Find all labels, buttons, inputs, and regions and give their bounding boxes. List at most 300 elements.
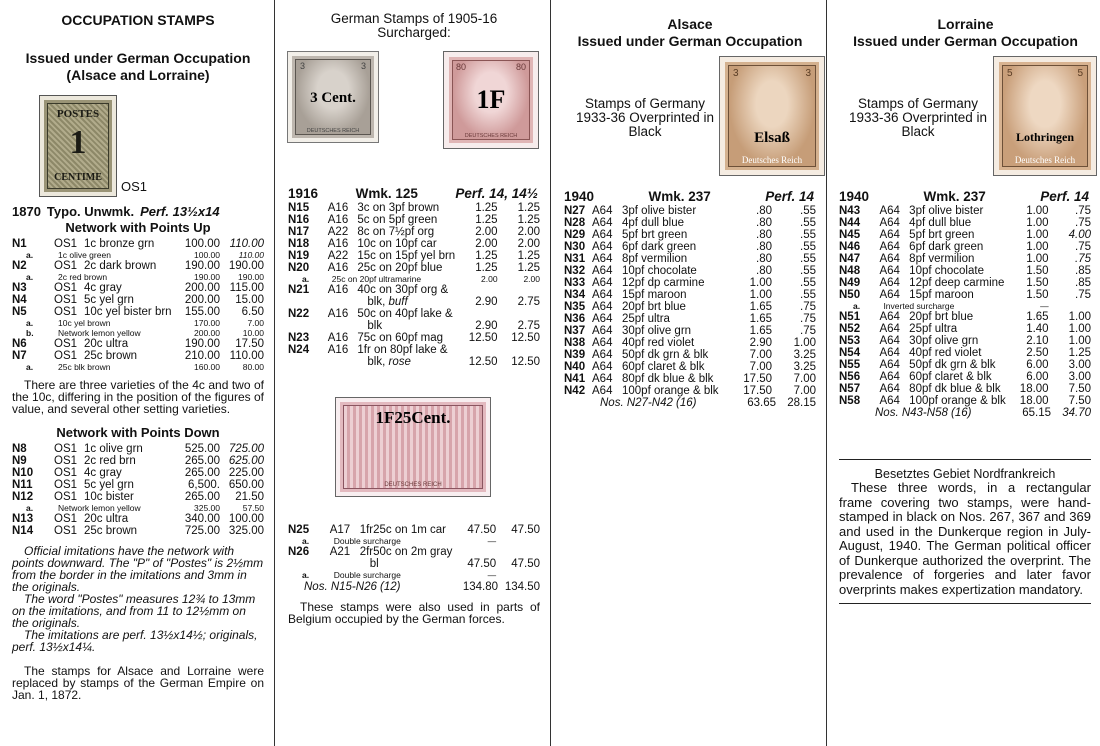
price-unused: 2.90 (749, 337, 772, 349)
overprint-desc: Stamps of Germany 1933-36 Overprinted in Black (575, 96, 715, 139)
table-row (288, 344, 540, 356)
stamp-desc (351, 296, 455, 308)
type-number: A64 (879, 311, 900, 323)
type-number: OS1 (54, 443, 78, 455)
table-row (839, 253, 1091, 265)
price-used: 57.50 (242, 503, 264, 513)
price-used: 2.75 (517, 320, 540, 332)
table-row-continued (288, 356, 540, 368)
stamp-desc: 40pf red violet (909, 347, 982, 359)
price-unused: 1.00 (1026, 241, 1049, 253)
spacer (328, 320, 352, 332)
price-unused: 265.00 (184, 467, 220, 479)
stamp-desc: 10c on 10pf car (357, 238, 437, 250)
table-row (12, 306, 264, 318)
section-subtitle: Issued under German Occupation (853, 33, 1078, 49)
price-unused: 1.00 (1026, 217, 1049, 229)
catalog-number: N20 (288, 262, 310, 274)
catalog-number: N35 (564, 301, 586, 313)
price-used: .75 (1075, 253, 1091, 265)
type-number: A64 (592, 241, 613, 253)
stamp-desc: 20c ultra (84, 513, 129, 525)
price-unused: 210.00 (184, 350, 220, 362)
price-unused: 6.00 (1026, 359, 1049, 371)
type-number: A64 (879, 253, 900, 265)
table-row-continued (288, 320, 540, 332)
table-row (12, 525, 264, 537)
price-unused (455, 284, 497, 296)
variety-row (288, 536, 540, 546)
table-row (839, 395, 1091, 407)
price-used: 21.50 (235, 491, 264, 503)
table-row (564, 337, 816, 349)
type-number: A64 (592, 253, 613, 265)
type-number: A64 (879, 323, 900, 335)
italic-note: The word "Postes" measures 12¾ to 13mm on the imitations, and from 11 to 12½mm on the originals. (12, 592, 256, 630)
stamp-desc: 50c on 40pf lake & (357, 308, 453, 320)
type-number: A64 (879, 205, 900, 217)
type-number: OS1 (54, 525, 78, 537)
table-row (12, 455, 264, 467)
price-unused: 1.65 (749, 325, 772, 337)
overprint-desc: Stamps of Germany 1933-36 Overprinted in Black (848, 96, 988, 139)
price-used: 3.00 (1068, 371, 1091, 383)
price-used: .75 (800, 325, 816, 337)
price-unused: 12.50 (468, 332, 498, 344)
catalog-number: N30 (564, 241, 586, 253)
catalog-number: N55 (839, 359, 861, 371)
spacer (288, 356, 328, 368)
stamp-text: DEUTSCHES REICH (464, 133, 518, 139)
price-used: 1.00 (1068, 311, 1091, 323)
price-unused: 525.00 (184, 443, 220, 455)
type-number: OS1 (54, 260, 78, 272)
catalog-number: N7 (12, 350, 27, 362)
subheading: Network with Points Down (56, 425, 220, 440)
type-number: A17 (329, 524, 351, 536)
table-row (288, 202, 540, 214)
stamp-desc: 25c brown (84, 525, 138, 537)
stamp-table (839, 205, 1091, 407)
type-number: A64 (592, 217, 613, 229)
table-row (12, 294, 264, 306)
catalog-number: N28 (564, 217, 586, 229)
price-used: 1.00 (1068, 335, 1091, 347)
stamp-desc: 40c on 30pf org & (357, 284, 449, 296)
catalog-number: N12 (12, 491, 34, 503)
stamp-image-lothringen (994, 57, 1096, 175)
table-row (12, 443, 264, 455)
stamp-desc: 5pf brt green (909, 229, 975, 241)
price-unused: 2.10 (1026, 335, 1049, 347)
section-subtitle: Issued under German Occupation (577, 33, 803, 49)
type-number: A64 (592, 313, 613, 325)
stamp-text: POSTES (56, 108, 100, 120)
table-row (564, 361, 816, 373)
type-number: OS1 (54, 306, 78, 318)
type-number: A64 (879, 335, 900, 347)
table-row (839, 311, 1091, 323)
issue-desc: Typo. Unwmk. (46, 204, 135, 219)
stamp-desc: 5c yel grn (84, 479, 134, 491)
table-row (12, 338, 264, 350)
price-used (498, 344, 540, 356)
variety-desc: Double surcharge (333, 536, 401, 546)
price-used: 12.50 (511, 332, 540, 344)
catalog-number: N3 (12, 282, 27, 294)
table-row (12, 260, 264, 272)
price-unused: 1.50 (1026, 265, 1049, 277)
price-unused: 1.00 (1026, 229, 1049, 241)
price-used: 80.00 (242, 362, 264, 372)
type-number: A64 (879, 217, 900, 229)
catalog-number: N53 (839, 335, 861, 347)
price-used: .55 (800, 229, 816, 241)
type-number: A64 (592, 373, 613, 385)
catalog-number: N27 (564, 205, 586, 217)
price-used: .55 (800, 265, 816, 277)
section-heading: Besetztes Gebiet Nordfrankreich (874, 467, 1056, 481)
issue-wmk: Wmk. 237 (648, 189, 711, 204)
stamp-table (288, 202, 540, 368)
catalog-number: N48 (839, 265, 861, 277)
catalog-number: N41 (564, 373, 586, 385)
stamp-desc: 8pf vermilion (909, 253, 975, 265)
variety-row (12, 318, 264, 328)
table-row (288, 238, 540, 250)
variety-row (12, 503, 264, 513)
variety-letter: a. (26, 362, 34, 372)
price-used: .75 (800, 313, 816, 325)
variety-row (12, 250, 264, 260)
stamp-desc: 1fr on 80pf lake & (357, 344, 448, 356)
price-unused: .80 (756, 229, 772, 241)
price-unused: 190.00 (194, 272, 220, 282)
type-number: OS1 (54, 294, 78, 306)
type-number: OS1 (54, 282, 78, 294)
type-number: OS1 (54, 455, 78, 467)
catalog-number: N22 (288, 308, 310, 320)
catalog-number: N46 (839, 241, 861, 253)
subheading: Network with Points Up (65, 220, 211, 235)
stamp-desc: 10pf chocolate (622, 265, 697, 277)
stamp-image-os1 (40, 96, 116, 196)
price-unused: 47.50 (467, 558, 497, 570)
type-number: A64 (592, 229, 613, 241)
variety-row (12, 328, 264, 338)
stamp-desc (354, 558, 453, 570)
issue-perf: Perf. 14 (1040, 189, 1089, 204)
price-unused: 1.50 (1026, 277, 1049, 289)
type-number: A64 (592, 385, 613, 397)
price-used: .85 (1075, 277, 1091, 289)
price-unused: 7.00 (749, 361, 772, 373)
stamp-desc: 2c red brn (84, 455, 136, 467)
type-number: A16 (327, 344, 349, 356)
stamp-desc: 6pf dark green (909, 241, 984, 253)
price-used: 2.75 (517, 296, 540, 308)
catalog-number: N49 (839, 277, 861, 289)
stamp-desc: 20c ultra (84, 338, 129, 350)
price-used: 225.00 (228, 467, 264, 479)
price-unused: 2.90 (475, 296, 498, 308)
issue-year: 1940 (839, 189, 870, 204)
stamp-desc (351, 356, 455, 368)
price-unused: 1.00 (749, 277, 772, 289)
table-row (288, 308, 540, 320)
stamp-value: 5 (1007, 68, 1013, 79)
table-row (12, 282, 264, 294)
stamp-desc: 4pf dull blue (622, 217, 685, 229)
price-unused: 170.00 (194, 318, 220, 328)
stamp-desc: 5pf brt green (622, 229, 688, 241)
price-unused: 340.00 (184, 513, 220, 525)
variety-letter: a. (26, 503, 34, 513)
total-price: 63.65 (747, 397, 776, 409)
type-number: A16 (327, 262, 349, 274)
catalog-number: N23 (288, 332, 310, 344)
variety-row (12, 362, 264, 372)
price-used: 7.50 (1068, 395, 1091, 407)
price-used (496, 536, 540, 546)
catalog-number: N51 (839, 311, 861, 323)
variety-desc: Double surcharge (333, 570, 401, 580)
catalog-number: N57 (839, 383, 861, 395)
catalog-number: N40 (564, 361, 586, 373)
column-german-surcharged (274, 0, 550, 746)
catalog-number: N15 (288, 202, 310, 214)
price-used: 2.00 (523, 274, 540, 284)
type-number: A64 (879, 371, 900, 383)
price-unused: 155.00 (184, 306, 220, 318)
price-unused: 17.50 (743, 385, 772, 397)
table-row (564, 217, 816, 229)
price-unused: 200.00 (184, 282, 220, 294)
type-number: OS1 (54, 338, 78, 350)
price-used: 47.50 (511, 524, 540, 536)
stamp-desc: 75c on 60pf mag (357, 332, 444, 344)
catalog-number: N10 (12, 467, 34, 479)
price-used: 4.00 (1068, 229, 1091, 241)
catalog-number: N47 (839, 253, 861, 265)
type-number: OS1 (54, 479, 78, 491)
catalog-number: N37 (564, 325, 586, 337)
total-row (564, 397, 816, 409)
table-row (839, 277, 1091, 289)
table-row-continued (288, 558, 540, 570)
stamp-desc: 40pf red violet (622, 337, 695, 349)
section-title: German Stamps of 1905-16 Surcharged: (330, 11, 498, 40)
stamp-text: DEUTSCHES REICH (384, 482, 442, 488)
price-unused: 6.00 (1026, 371, 1049, 383)
price-unused: 200.00 (194, 328, 220, 338)
section-title: Lorraine (937, 16, 994, 32)
price-unused: .80 (756, 205, 772, 217)
price-unused (452, 546, 496, 558)
catalog-number: N32 (564, 265, 586, 277)
stamp-value: 3 (805, 68, 811, 79)
stamp-desc: 30pf olive grn (622, 325, 692, 337)
note: The stamps for Alsace and Lorraine were replaced by stamps of the German Empire on Jan. 1, 1872. (12, 664, 264, 702)
stamp-desc: 12pf dp carmine (622, 277, 705, 289)
type-number: A64 (879, 289, 900, 301)
price-unused: 1.25 (475, 262, 498, 274)
price-used: .75 (1075, 205, 1091, 217)
section-text: These three words, in a rectangular frame covering two stamps, were hand-stamped in black on Nos. 267, 367 and 369 and used in the Dunkerque region in July-August, 1940. The German political officer of Dunkerque authorized the overprint. The prevalence of forgeries and later favor overprints makes expertization mandatory. (839, 480, 1091, 597)
catalog-number: N26 (288, 546, 310, 558)
price-unused: .80 (756, 217, 772, 229)
price-unused: 2.00 (481, 274, 498, 284)
table-row (288, 226, 540, 238)
price-used: 3.25 (793, 349, 816, 361)
table-row (12, 513, 264, 525)
stamp-desc: 1c olive grn (84, 443, 143, 455)
price-used: .75 (1075, 217, 1091, 229)
catalog-number: N43 (839, 205, 861, 217)
desc-text: blk, (367, 356, 386, 368)
price-used (496, 546, 540, 558)
total-row (288, 581, 540, 593)
catalog-number: N31 (564, 253, 586, 265)
price-unused: 725.00 (184, 525, 220, 537)
catalog-number: N13 (12, 513, 34, 525)
variety-desc: 10c yel brown (58, 318, 111, 328)
stamp-overprint: 1F (476, 85, 506, 114)
table-row (839, 205, 1091, 217)
stamp-image-1f (444, 52, 538, 148)
table-row (839, 335, 1091, 347)
catalog-number: N38 (564, 337, 586, 349)
italic-notes (12, 545, 264, 653)
table-row (839, 359, 1091, 371)
price-unused: 100.00 (184, 238, 220, 250)
type-number: A64 (879, 229, 900, 241)
price-used: 3.25 (793, 361, 816, 373)
price-unused: 6,500. (188, 479, 220, 491)
price-used: 1.00 (1068, 323, 1091, 335)
price-unused (455, 308, 497, 320)
price-used: 110.00 (238, 250, 264, 260)
price-unused: — (487, 536, 497, 546)
catalog-number: N42 (564, 385, 586, 397)
price-unused: 1.00 (1026, 253, 1049, 265)
stamp-desc: 80pf dk blue & blk (909, 383, 1001, 395)
price-used: 17.50 (235, 338, 264, 350)
spacer (288, 558, 330, 570)
table-row (564, 277, 816, 289)
price-used: 325.00 (228, 525, 264, 537)
price-used: 190.00 (238, 272, 264, 282)
price-used: 1.25 (517, 262, 540, 274)
price-unused: 17.50 (743, 373, 772, 385)
stamp-desc: 50pf dk grn & blk (622, 349, 709, 361)
catalog-number: N11 (12, 479, 33, 491)
price-used (498, 308, 540, 320)
price-unused: 2.50 (1026, 347, 1049, 359)
catalog-number: N19 (288, 250, 310, 262)
price-unused: 1.25 (475, 202, 498, 214)
issue-perf: Perf. 13½x14 (140, 204, 220, 219)
table-row (839, 241, 1091, 253)
price-used: 100.00 (228, 513, 264, 525)
variety-row (12, 272, 264, 282)
price-used: 1.25 (1068, 347, 1091, 359)
catalog-number: N21 (288, 284, 310, 296)
price-used: 7.00 (793, 385, 816, 397)
issue-wmk: Wmk. 237 (923, 189, 986, 204)
variety-letter: a. (302, 274, 310, 284)
price-unused: 1.65 (1026, 311, 1049, 323)
table-row (564, 385, 816, 397)
price-used: 1.00 (793, 337, 816, 349)
catalog-number: N14 (12, 525, 34, 537)
stamp-desc: 5c on 5pf green (357, 214, 438, 226)
stamp-desc: 25c brown (84, 350, 138, 362)
type-number: A64 (879, 241, 900, 253)
stamp-desc: 20pf brt blue (622, 301, 686, 313)
price-used: .55 (800, 241, 816, 253)
stamp-desc: 25pf ultra (909, 323, 958, 335)
stamp-table (564, 205, 816, 397)
variety-row (288, 570, 540, 580)
type-number: A64 (879, 347, 900, 359)
total-label: Nos. N15-N26 (12) (304, 581, 401, 593)
table-row (12, 491, 264, 503)
catalog-number: N39 (564, 349, 586, 361)
table-row (288, 262, 540, 274)
price-unused: 1.50 (1026, 289, 1049, 301)
table-row (564, 253, 816, 265)
stamp-caption: OS1 (121, 179, 148, 194)
catalog-number: N24 (288, 344, 310, 356)
price-unused: 1.00 (749, 289, 772, 301)
divider (839, 603, 1091, 604)
stamp-value: 3 (360, 61, 366, 71)
variety-letter: a. (26, 250, 34, 260)
stamp-desc: 12pf deep carmine (909, 277, 1005, 289)
stamp-desc: 10c yel bister brn (84, 306, 172, 318)
price-used: 110.00 (229, 238, 264, 250)
price-used: .55 (800, 277, 816, 289)
price-unused: 1.40 (1026, 323, 1049, 335)
desc-italic: rose (388, 356, 411, 368)
catalog-number: N36 (564, 313, 586, 325)
table-row (564, 289, 816, 301)
column-alsace (550, 0, 826, 746)
total-price: 65.15 (1022, 407, 1051, 419)
price-unused: 1.65 (749, 301, 772, 313)
table-row (839, 347, 1091, 359)
stamp-desc: 8c on 7½pf org (357, 226, 435, 238)
section-subtitle: Issued under German Occupation (Alsace and Lorraine) (25, 50, 251, 83)
price-unused: .80 (756, 241, 772, 253)
table-row (839, 371, 1091, 383)
catalog-number: N8 (12, 443, 27, 455)
table-row (564, 325, 816, 337)
price-used: 2.00 (517, 226, 540, 238)
stamp-table (12, 443, 264, 537)
table-row (564, 313, 816, 325)
stamp-text: Deutsches Reich (741, 155, 803, 165)
stamp-desc: 3pf olive bister (622, 205, 697, 217)
stamp-desc: 1fr25c on 1m car (359, 524, 446, 536)
price-used: 650.00 (228, 479, 264, 491)
price-unused: 200.00 (184, 294, 220, 306)
variety-row (288, 274, 540, 284)
stamp-text: Deutsches Reich (1014, 155, 1076, 165)
price-unused (455, 344, 497, 356)
stamp-desc: 15pf maroon (622, 289, 687, 301)
